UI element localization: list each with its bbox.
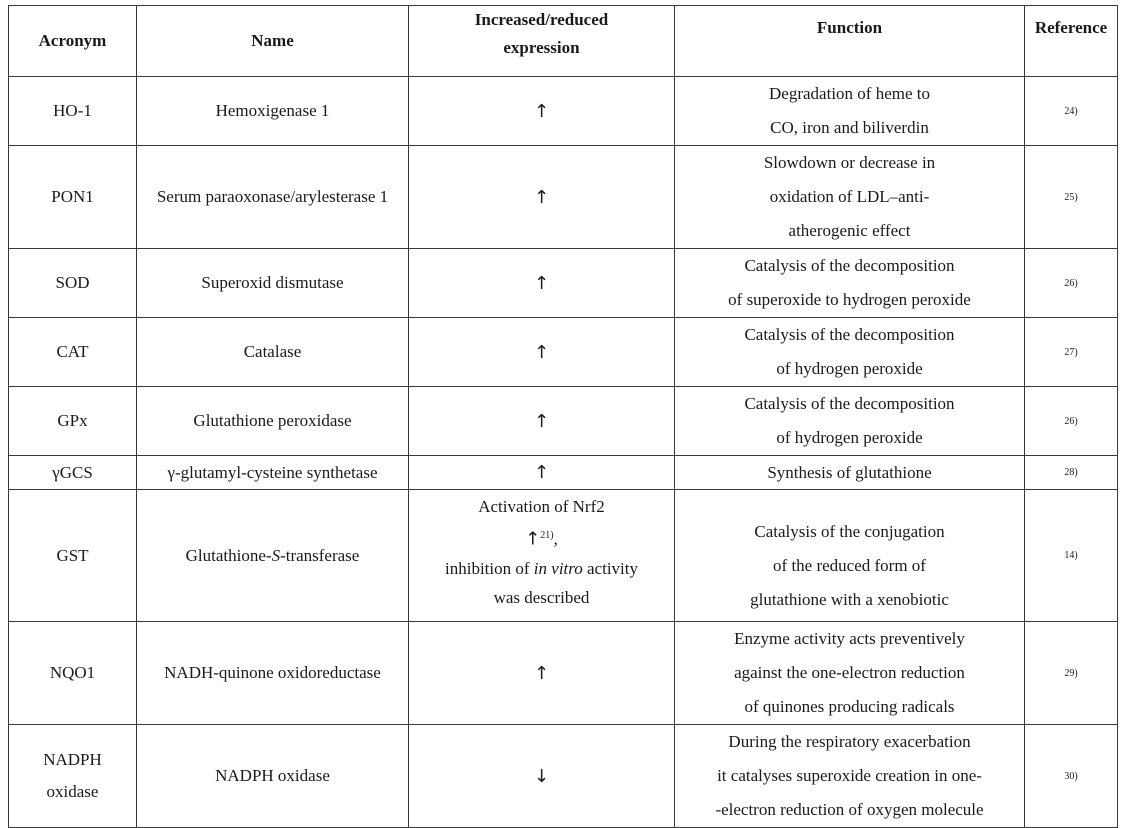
name-cell: Superoxid dismutase — [137, 249, 409, 318]
header-expression — [409, 6, 675, 77]
table-row — [9, 387, 1118, 456]
expression-line — [413, 521, 670, 554]
function-line: of superoxide to hydrogen peroxide — [728, 290, 971, 309]
reference-cell: 25) — [1025, 146, 1118, 249]
acronym-cell: CAT — [9, 318, 137, 387]
reference-cell: 26) — [1025, 387, 1118, 456]
table-row — [9, 456, 1118, 490]
up-arrow-icon: ↑ — [409, 387, 675, 456]
citation-sup: 21) — [540, 530, 554, 541]
up-arrow-icon: ↑ — [409, 622, 675, 725]
name-cell: NADH-quinone oxidoreductase — [137, 622, 409, 725]
acronym-cell: PON1 — [9, 146, 137, 249]
function-line: of quinones producing radicals — [744, 697, 955, 716]
function-line: of hydrogen peroxide — [776, 428, 923, 447]
name-cell — [137, 490, 409, 622]
expression-text: activity — [582, 558, 638, 578]
function-line: -electron reduction of oxygen molecule — [715, 800, 984, 819]
table-row — [9, 622, 1118, 725]
function-cell: Synthesis of glutathione — [675, 456, 1025, 490]
table-row — [9, 77, 1118, 146]
function-line: Catalysis of the conjugation — [754, 522, 945, 541]
expression-text: inhibition of — [445, 558, 534, 578]
up-arrow-icon: ↑ — [409, 146, 675, 249]
function-line: oxidation of LDL–anti- — [769, 187, 930, 206]
function-line: Catalysis of the decomposition — [744, 256, 955, 275]
reference-cell: 24) — [1025, 77, 1118, 146]
function-line: Slowdown or decrease in — [763, 153, 936, 172]
expression-line: was described — [493, 587, 590, 607]
acronym-cell: SOD — [9, 249, 137, 318]
function-cell — [675, 490, 1025, 622]
header-reference: Reference — [1025, 6, 1118, 77]
header-expression-line1: Increased/reduced — [474, 10, 609, 29]
function-line: Catalysis of the decomposition — [744, 394, 955, 413]
function-line: of hydrogen peroxide — [776, 359, 923, 378]
name-part-italic: S — [271, 545, 281, 565]
up-arrow-icon: ↑ — [409, 77, 675, 146]
up-arrow-icon: ↑ — [409, 456, 675, 490]
up-arrow-icon: ↑ — [525, 528, 541, 550]
name-cell: γ-glutamyl-cysteine synthetase — [137, 456, 409, 490]
name-cell: Glutathione peroxidase — [137, 387, 409, 456]
table-row — [9, 249, 1118, 318]
reference-cell: 30) — [1025, 725, 1118, 828]
acronym-cell: GST — [9, 490, 137, 622]
name-cell: Serum paraoxonase/arylesterase 1 — [137, 146, 409, 249]
acronym-line: NADPH — [43, 750, 102, 769]
function-line: During the respiratory exacerbation — [728, 732, 971, 751]
function-cell — [675, 77, 1025, 146]
reference-cell: 26) — [1025, 249, 1118, 318]
up-arrow-icon: ↑ — [409, 318, 675, 387]
expression-line: Activation of Nrf2 — [478, 497, 605, 516]
acronym-cell: HO-1 — [9, 77, 137, 146]
acronym-cell: γGCS — [9, 456, 137, 490]
name-part: Glutathione- — [185, 545, 272, 565]
function-cell — [675, 146, 1025, 249]
up-arrow-icon: ↑ — [409, 249, 675, 318]
reference-cell: 29) — [1025, 622, 1118, 725]
table-row — [9, 318, 1118, 387]
function-cell — [675, 249, 1025, 318]
reference-cell: 14) — [1025, 490, 1118, 622]
function-line: CO, iron and biliverdin — [770, 118, 929, 137]
table-row — [9, 146, 1118, 249]
function-line: of the reduced form of — [773, 556, 926, 575]
function-line: it catalyses superoxide creation in one- — [717, 766, 982, 785]
acronym-cell: NQO1 — [9, 622, 137, 725]
expression-line — [413, 554, 670, 583]
header-function: Function — [675, 6, 1025, 77]
acronym-cell: GPx — [9, 387, 137, 456]
function-line: Catalysis of the decomposition — [744, 325, 955, 344]
expression-cell — [409, 490, 675, 622]
function-line: glutathione with a xenobiotic — [750, 590, 949, 609]
header-name: Name — [137, 6, 409, 77]
name-cell: Hemoxigenase 1 — [137, 77, 409, 146]
enzyme-table — [8, 5, 1118, 828]
function-line: atherogenic effect — [788, 221, 911, 240]
function-cell — [675, 725, 1025, 828]
acronym-cell — [9, 725, 137, 828]
name-part: -transferase — [280, 545, 360, 565]
table-row — [9, 490, 1118, 622]
expression-text-italic: in vitro — [533, 558, 583, 578]
name-cell: NADPH oxidase — [137, 725, 409, 828]
table-row — [9, 725, 1118, 828]
acronym-line: oxidase — [46, 782, 99, 801]
reference-cell: 28) — [1025, 456, 1118, 490]
header-acronym: Acronym — [9, 6, 137, 77]
reference-cell: 27) — [1025, 318, 1118, 387]
down-arrow-icon: ↓ — [409, 725, 675, 828]
name-cell: Catalase — [137, 318, 409, 387]
function-cell — [675, 318, 1025, 387]
comma: , — [553, 529, 558, 549]
function-line: Enzyme activity acts preventively — [734, 629, 965, 648]
function-cell — [675, 622, 1025, 725]
function-line: against the one-electron reduction — [734, 663, 965, 682]
header-expression-line2: expression — [503, 38, 580, 57]
header-row — [9, 6, 1118, 77]
function-cell — [675, 387, 1025, 456]
function-line: Degradation of heme to — [769, 84, 930, 103]
